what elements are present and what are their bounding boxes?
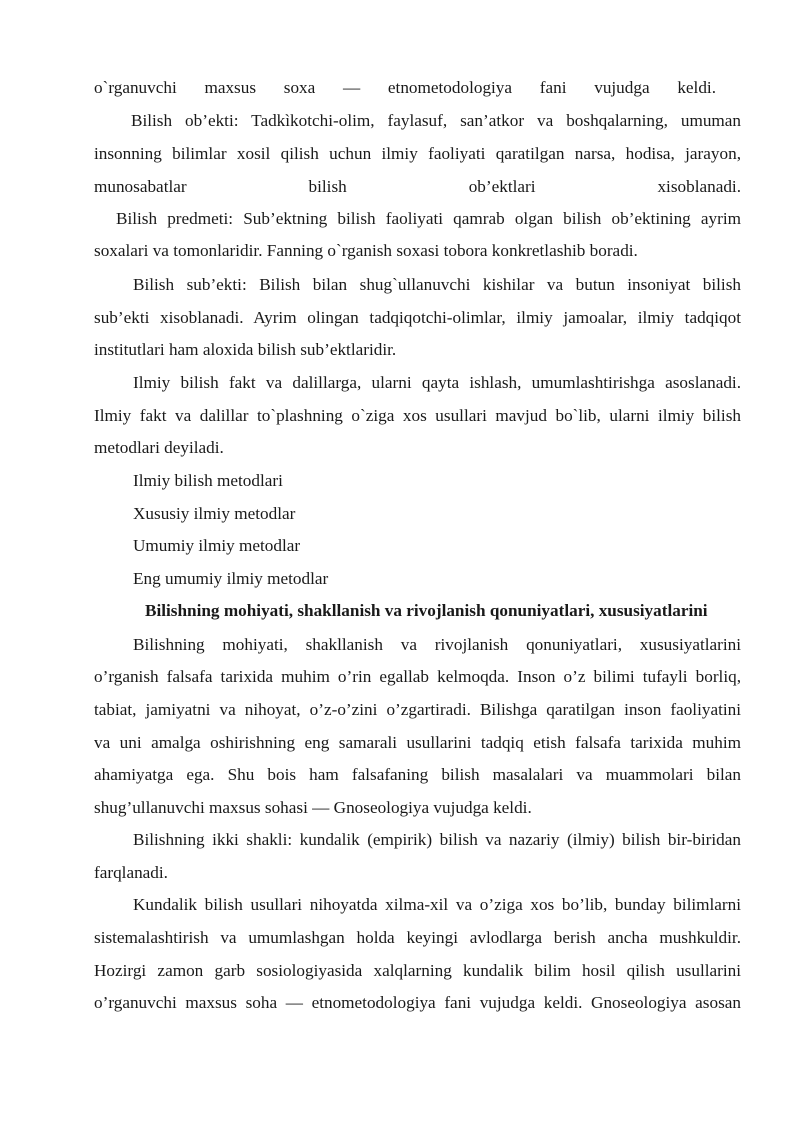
text-line: farqlanadi. (94, 863, 168, 882)
text-line: Bilish sub’ekti: Bilish bilan shug`ullanuvchi kishilar va butun insoniyat bilish (133, 275, 741, 294)
section-heading: Bilishning mohiyati, shakllanish va rivojlanish qonuniyatlari, xususiyatlarini (145, 601, 708, 620)
text-line: o’rganuvchi maxsus soha — etnometodologiya fani vujudga keldi. Gnoseologiya asosan (94, 993, 741, 1012)
text-line: o’rganish falsafa tarixida muhim o’rin egallab kelmoqda. Inson o’z bilimi tufayli borliq, (94, 667, 741, 686)
text-line: o`rganuvchi maxsus soxa — etnometodologiya fani vujudga keldi. (94, 78, 716, 97)
text-line: sistemalashtirish va umumlashgan holda keyingi avlodlarga berish ancha mushkuldir. (94, 928, 741, 947)
text-line: ahamiyatga ega. Shu bois ham falsafaning bilish masalalari va muammolari bilan (94, 765, 741, 784)
text-line: Bilish ob’ekti: Tadkìkotchi-olim, faylasuf, san’atkor va boshqalarning, umuman (131, 111, 741, 130)
text-line: Ilmiy bilish fakt va dalillarga, ularni qayta ishlash, umumlashtirishga asoslanadi. (133, 373, 741, 392)
text-line: institutlari ham aloxida bilish sub’ektlaridir. (94, 340, 397, 359)
text-line: metodlari deyiladi. (94, 438, 224, 457)
list-item: Ilmiy bilish metodlari (133, 471, 283, 490)
text-line: va uni amalga oshirishning eng samarali usullarini tadqiq etish falsafa tarixida muhim (94, 733, 741, 752)
list-item: Eng umumiy ilmiy metodlar (133, 569, 329, 588)
list-item: Xususiy ilmiy metodlar (133, 504, 296, 523)
text-line: insonning bilimlar xosil qilish uchun ilmiy faoliyati qaratilgan narsa, hodisa, jarayon, (94, 144, 741, 163)
text-line: Bilishning ikki shakli: kundalik (empirik) bilish va nazariy (ilmiy) bilish bir-biridan (133, 830, 741, 849)
text-line: soxalari va tomonlaridir. Fanning o`rganish soxasi tobora konkretlashib boradi. (94, 241, 638, 260)
text-line: Hozirgi zamon garb sosiologiyasida xalqlarning kundalik bilim hosil qilish usullarini (94, 961, 741, 980)
text-line: munosabatlar bilish ob’ektlari xisoblanadi. (94, 177, 741, 196)
text-line: shug’ullanuvchi maxsus sohasi — Gnoseologiya vujudga keldi. (94, 798, 532, 817)
text-line: tabiat, jamiyatni va nihoyat, o’z-o’zini o’zgartiradi. Bilishga qaratilgan inson faoliyatini (94, 700, 741, 719)
text-line: Ilmiy fakt va dalillar to`plashning o`ziga xos usullari mavjud bo`lib, ularni ilmiy bilish (94, 406, 741, 425)
text-line: Bilishning mohiyati, shakllanish va rivojlanish qonuniyatlari, xususiyatlarini (133, 635, 741, 654)
text-line: Kundalik bilish usullari nihoyatda xilma-xil va o’ziga xos bo’lib, bunday bilimlarni (133, 895, 741, 914)
text-line: sub’ekti xisoblanadi. Ayrim olingan tadqiqotchi-olimlar, ilmiy jamoalar, ilmiy tadqiqot (94, 308, 741, 327)
text-line: Bilish predmeti: Sub’ektning bilish faoliyati qamrab olgan bilish ob’ektining ayrim (116, 209, 741, 228)
list-item: Umumiy ilmiy metodlar (133, 536, 301, 555)
